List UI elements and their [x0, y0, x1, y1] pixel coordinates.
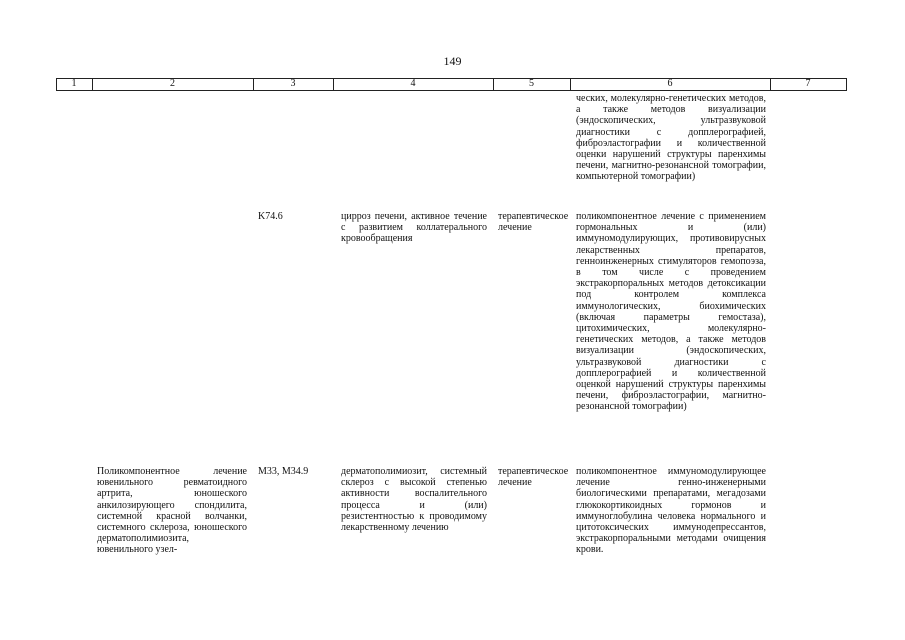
treatment-method-cell: поликомпонентное лечение с применением гормональных и (или) иммуномодулирующих, противовирусных лекарственных препаратов, генноинженерных стимуляторов гемопоэза, в том числе с проведением экстракорпоральных методов детоксикации под контролем комплекса иммунологических, биохимических (включая параметры гемостаза), цитохимических, молекулярно-генетических методов, а также методов визуализации (эндоскопических, ультразвуковой диагностики с допплерографией и количественной оценкой нарушений структуры паренхимы печени, фиброэластографии, магнитно-резонансной томографии): [576, 211, 766, 413]
column-header-4: 4: [410, 78, 416, 89]
column-header-7: 7: [805, 78, 811, 89]
care-profile-cell: Поликомпонентное лечение ювенильного ревматоидного артрита, юношеского анкилозирующего спондилита, системной красной волчанки, системного склероза, юношеского дерматополимиозита, ювенильного узел-: [97, 466, 247, 556]
column-header-2: 2: [170, 78, 175, 89]
column-header-1: 1: [71, 78, 77, 89]
treatment-type-cell: терапевтическое лечение: [498, 466, 569, 489]
header-bottom-rule: [56, 90, 847, 91]
treatment-type-cell: терапевтическое лечение: [498, 211, 569, 234]
icd-code-cell: M33, M34.9: [258, 466, 309, 477]
column-header-5: 5: [529, 78, 534, 89]
column-header-6: 6: [667, 78, 673, 89]
column-header-3: 3: [290, 78, 296, 89]
patient-model-cell: цирроз печени, активное течение с развитием коллатерального кровообращения: [341, 211, 487, 245]
treatment-method-cell: ческих, молекулярно-генетических методов, а также методов визуализации (эндоскопических, ультразвуковой диагностики с допплерографией, фиброэластографии и количественной оценки нарушений структуры паренхимы печени, магнитно-резонансной томографии, компьютерной томографии): [576, 93, 766, 183]
page-number: 149: [443, 54, 462, 68]
header-divider: [846, 78, 847, 90]
icd-code-cell: K74.6: [258, 211, 283, 222]
patient-model-cell: дерматополимиозит, системный склероз с высокой степенью активности воспалительного процесса и (или) резистентностью к проводимому лекарственному лечению: [341, 466, 487, 534]
treatment-method-cell: поликомпонентное иммуномодулирующее лечение генно-инженерными биологическими препаратами, мегадозами глюкокортикоидных гормонов и иммуноглобулина человека нормального и цитотоксических иммунодепрессантов, экстракорпоральными методами очищения крови.: [576, 466, 766, 556]
